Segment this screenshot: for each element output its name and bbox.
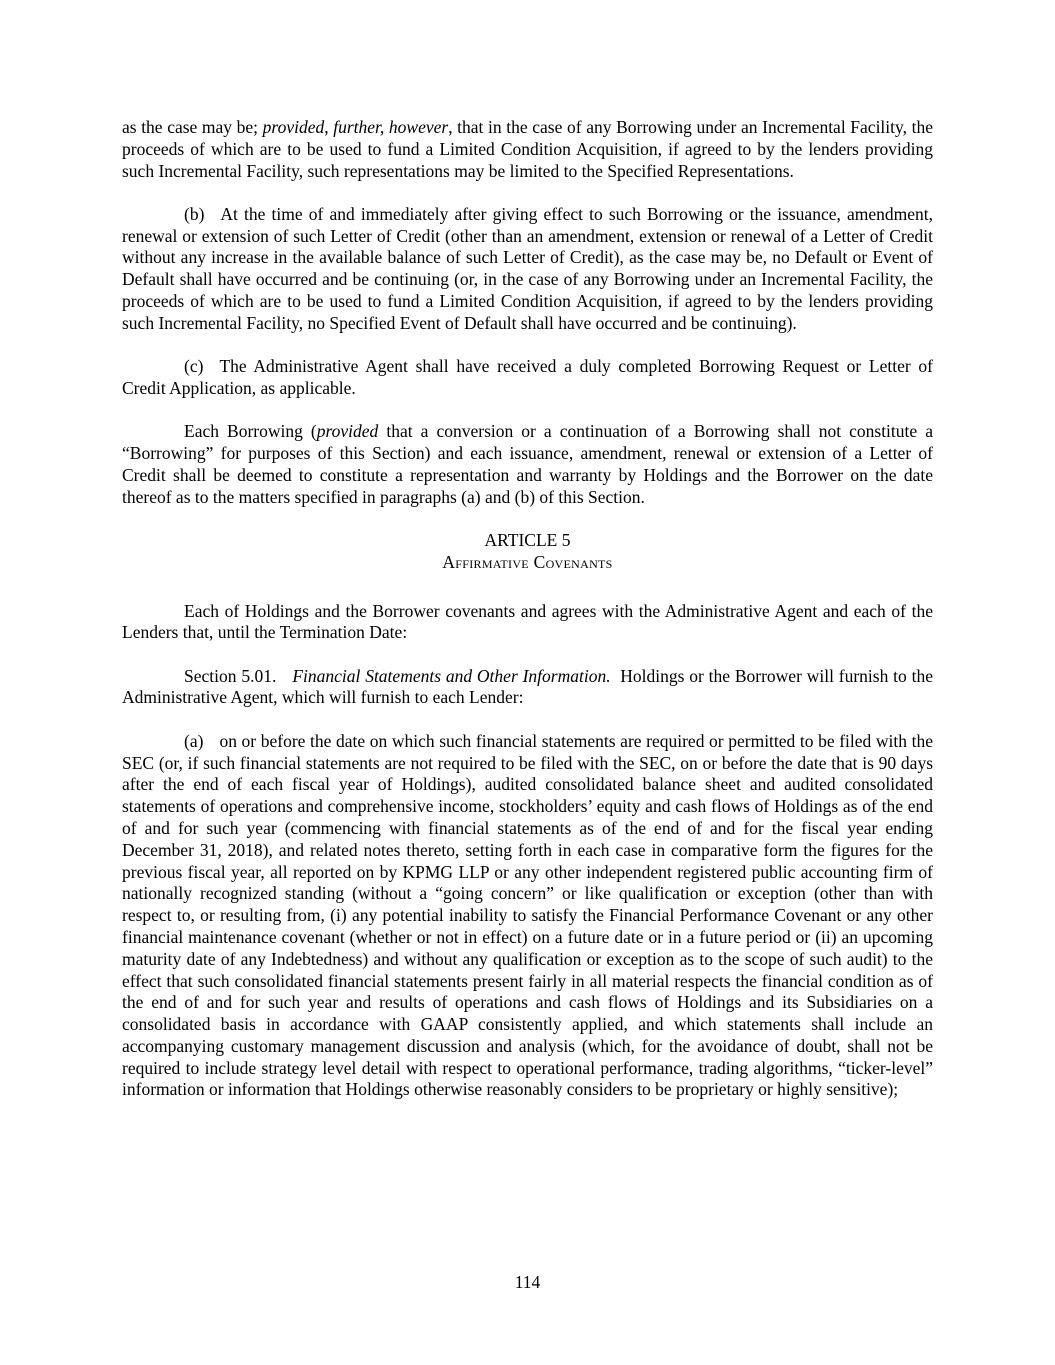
article-subtitle <box>122 552 933 574</box>
paragraph-each-borrowing <box>122 421 933 508</box>
text-run: that a conversion or a continuation of a Borrowing shall not constitute a “Borrowing” for purposes of this Section) and each issuance, amendment, renewal or extension of a Letter of Credit shall be deemed to constitute a representation and warranty by Holdings and the Borrower on the date thereof as to the matters specified in paragraphs (a) and (b) of this Section. <box>122 421 933 507</box>
text-run: , <box>324 117 334 137</box>
article-heading <box>122 530 933 552</box>
paragraph-b <box>122 204 933 335</box>
paragraph-c <box>122 356 933 400</box>
text-run: , that in the case of any Borrowing under an Incremental Facility, the proceeds of which are to be used to fund a Limited Condition Acquisition, if agreed to by the lenders providing such Incremental Facility, such representations may be limited to the Specified Representations. <box>122 117 933 181</box>
text-run: Affirmative Covenants <box>442 551 613 572</box>
italic-run: provided <box>262 117 325 137</box>
paragraph-covenant-lead-in <box>122 601 933 645</box>
italic-run: Financial Statements and Other Information. <box>292 665 611 686</box>
document-body <box>122 117 933 1101</box>
text-run: (c) <box>184 356 204 377</box>
italic-run: provided <box>316 421 379 442</box>
text-run: on or before the date on which such financial statements are required or permitted to be filed with the SEC (or, if such financial statements are not required to be filed with the SEC, on or before the date that is 90 days after the end of each fiscal year of Holdings), audited consolidated balance sheet and audited consolidated statements of operations and comprehensive income, stockholders’ equity and cash flows of Holdings as of the end of and for such year (commencing with financial statements as of the end of and for the fiscal year ending December 31, 2018), and related notes thereto, setting forth in each case in comparative form the figures for the previous fiscal year, all reported on by KPMG LLP or any other independent registered public accounting firm of nationally recognized standing (without a “going concern” or like qualification or exception (other than with respect to, or resulting from, (i) any potential inability to satisfy the Financial Performance Covenant or any other financial maintenance covenant (whether or not in effect) on a future date or in a future period or (ii) an upcoming maturity date of any Indebtedness) and without any qualification or exception as to the scope of such audit) to the effect that such consolidated financial statements present fairly in all material respects the financial condition as of the end of and for such year and results of operations and cash flows of Holdings and its Subsidiaries on a consolidated basis in accordance with GAAP consistently applied, and which statements shall include an accompanying customary management discussion and analysis (which, for the avoidance of doubt, shall not be required to include strategy level detail with respect to operational performance, trading algorithms, “ticker-level” information or information that Holdings otherwise reasonably considers to be proprietary or highly sensitive); <box>122 730 933 1100</box>
text-run: Each of Holdings and the Borrower covenants and agrees with the Administrative Agent and each of the Lenders that, until the Termination Date: <box>122 600 933 643</box>
text-run: Holdings or the Borrower will furnish to the Administrative Agent, which will furnish to each Lender: <box>122 665 934 708</box>
text-run: ARTICLE 5 <box>484 529 571 550</box>
text-run: The Administrative Agent shall have received a duly completed Borrowing Request or Letter of Credit Application, as applicable. <box>122 356 933 398</box>
paragraph-a <box>122 731 933 1102</box>
text-run: (a) <box>184 730 204 751</box>
section-5-01 <box>122 666 933 710</box>
text-run: Each Borrowing ( <box>184 421 317 442</box>
italic-run: further, however <box>333 117 449 137</box>
text-run: as the case may be; <box>122 117 263 137</box>
text-run: (b) <box>184 203 205 224</box>
page-number: 114 <box>514 1272 541 1292</box>
paragraph-continuation <box>122 117 933 182</box>
text-run: At the time of and immediately after giving effect to such Borrowing or the issuance, amendment, renewal or extension of such Letter of Credit (other than an amendment, extension or renewal of a Letter of Credit without any increase in the available balance of such Letter of Credit), as the case may be, no Default or Event of Default shall have occurred and be continuing (or, in the case of any Borrowing under an Incremental Facility, the proceeds of which are to be used to fund a Limited Condition Acquisition, if agreed to by the lenders providing such Incremental Facility, no Specified Event of Default shall have occurred and be continuing). <box>122 203 933 333</box>
text-run: Section 5.01. <box>184 665 277 686</box>
